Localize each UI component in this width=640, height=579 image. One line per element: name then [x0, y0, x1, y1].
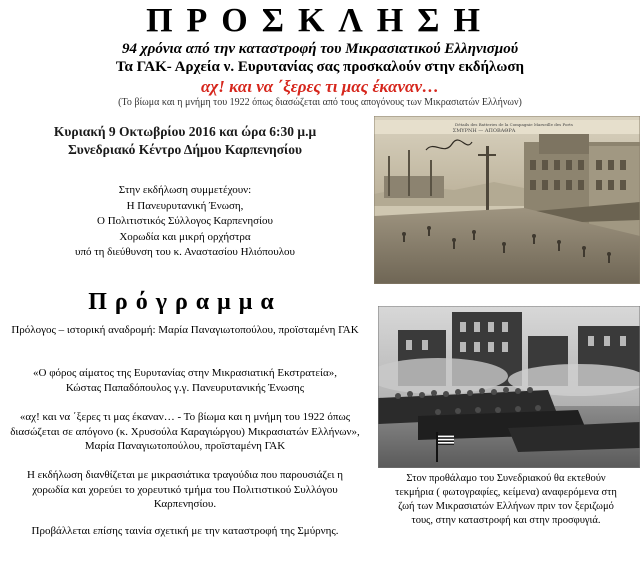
- participants-intro: Στην εκδήλωση συμμετέχουν:: [118, 184, 252, 196]
- program-line: Κώστας Παπαδόπουλος γ.γ. Πανευρυτανικής Ένωσης: [65, 381, 305, 394]
- program-title: Πρόγραμμα: [88, 289, 282, 315]
- participant-item: Ο Πολιτιστικός Σύλλογος Καρπενησίου: [97, 215, 273, 227]
- program-line: Η εκδήλωση διανθίζεται με μικρασιάτικα τραγούδια που παρουσιάζει η: [26, 469, 344, 481]
- program-line: Προβάλλεται επίσης ταινία σχετική με την καταστροφή της Σμύρνης.: [31, 525, 339, 537]
- invitation-line: Τα ΓΑΚ- Αρχεία ν. Ευρυτανίας σας προσκαλούν στην εκδήλωση: [115, 59, 525, 75]
- refugee-boats-photo: [378, 306, 640, 468]
- caption-line: τεκμήρια ( φωτογραφίες, κείμενα) αναφερόμενα στη: [395, 487, 617, 498]
- program-line: χορωδία και χορεύει το χορευτικό τμήμα του Πολιτιστικού Συλλόγου: [32, 483, 338, 496]
- page-title: ΠΡΟΣΚΛΗΣΗ: [146, 2, 494, 39]
- program-item: [0, 468, 370, 512]
- program-line: Πρόλογος – ιστορική αναδρομή: Μαρία Παναγιωτοπούλου, προϊσταμένη ΓΑΚ: [11, 324, 359, 336]
- anniversary-line: 94 χρόνια από την καταστροφή του Μικρασιατικού Ελληνισμού: [121, 41, 519, 57]
- event-name: αχ! και να ΄ξερες τι μας έκαναν…: [200, 77, 440, 96]
- program-line: Μαρία Παναγιωτοπούλου, προϊσταμένη ΓΑΚ: [84, 440, 286, 452]
- participant-item: Χορωδία και μικρή ορχήστρα: [119, 230, 251, 243]
- program-item: [0, 524, 370, 539]
- event-subtitle: (Το βίωμα και η μνήμη του 1922 όπως διασώζεται από τους απογόνους των Μικρασιατών Ελλήνων): [118, 97, 522, 108]
- postcard-illustration: [374, 116, 640, 284]
- program-line: Καρπενησίου.: [153, 498, 217, 510]
- greek-flag-icon: [438, 434, 454, 445]
- program-item: [0, 366, 370, 395]
- participant-item: υπό τη διεύθυνση του κ. Αναστασίου Ηλιόπουλου: [75, 246, 295, 258]
- program-item: [0, 323, 370, 338]
- event-venue: Συνεδριακό Κέντρο Δήμου Καρπενησίου: [67, 142, 302, 157]
- program-line: «Ο φόρος αίματος της Ευρυτανίας στην Μικρασιατική Εκστρατεία»,: [33, 367, 337, 379]
- postcard-caption-main: ΣΜΥΡΝΗ — ΑΠΟΒΑΘΡΑ: [452, 128, 516, 134]
- exhibition-caption: [372, 472, 640, 528]
- participant-item: Η Πανευρυτανική Ένωση,: [126, 199, 244, 212]
- program-line: «αχ! και να ΄ξερες τι μας έκαναν… - Το βίωμα και η μνήμη του 1922 όπως: [19, 411, 351, 423]
- program-line: διασώζεται σε απόγονο (κ. Χρυσούλα Καραγιώργου) Μικρασιατών Ελλήνων»,: [10, 425, 360, 438]
- caption-line: ζωή των Μικρασιατών Ελλήνων πριν τον ξεριζωμό: [398, 501, 614, 512]
- program-item: [0, 410, 370, 454]
- participants-block: [0, 183, 370, 261]
- boats-illustration: [378, 306, 640, 468]
- smyrna-quay-postcard: [374, 116, 640, 284]
- caption-line: Στον προθάλαμο του Συνεδριακού θα εκτεθούν: [406, 473, 606, 484]
- postcard-caption-top: Détails des Batteries de la Compagnie Marseille des Ports: [455, 122, 573, 127]
- caption-line: τους, στην καταστροφή και στην προσφυγιά.: [411, 515, 601, 526]
- event-date: Κυριακή 9 Οκτωβρίου 2016 και ώρα 6:30 μ.μ: [53, 124, 317, 139]
